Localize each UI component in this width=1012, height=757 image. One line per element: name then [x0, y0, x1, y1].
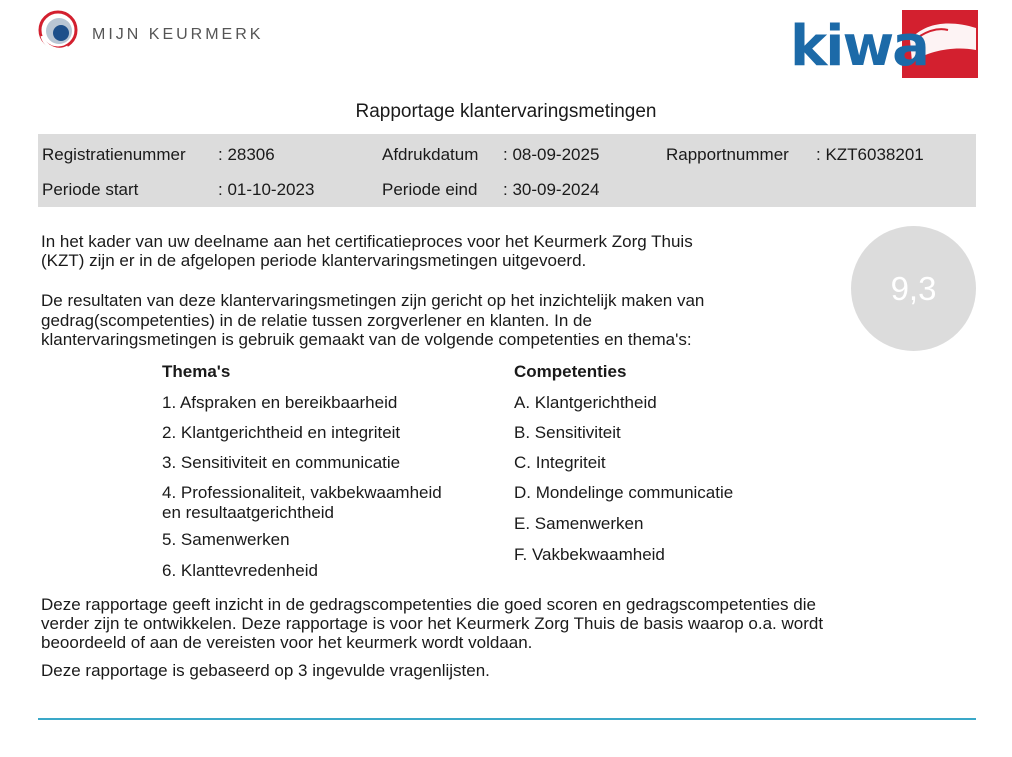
- closing-line-1: Deze rapportage geeft inzicht in de gedragscompetenties die goed scoren en gedragscompetenties die: [41, 595, 816, 614]
- thema-item-continued: en resultaatgerichtheid: [162, 503, 335, 522]
- competentie-item: A. Klantgerichtheid: [514, 393, 657, 412]
- competentie-item: F. Vakbekwaamheid: [514, 545, 665, 564]
- closing-line-3: beoordeeld of aan de vereisten voor het keurmerk wordt voldaan.: [41, 633, 533, 652]
- intro-line-1: In het kader van uw deelname aan het certificatieproces voor het Keurmerk Zorg Thuis: [41, 232, 693, 251]
- thema-item: 4. Professionaliteit, vakbekwaamheid: [162, 483, 442, 502]
- mijn-keurmerk-logo-icon: [38, 10, 78, 50]
- competentie-item: C. Integriteit: [514, 453, 606, 472]
- periode-start-value: : 01-10-2023: [218, 180, 315, 199]
- brand-text: MIJN KEURMERK: [92, 26, 264, 43]
- afdrukdatum-value: : 08-09-2025: [503, 145, 600, 164]
- thema-item: 6. Klanttevredenheid: [162, 561, 318, 580]
- registratienummer-value: : 28306: [218, 145, 275, 164]
- periode-eind-value: : 30-09-2024: [503, 180, 600, 199]
- closing-line-2: verder zijn te ontwikkelen. Deze rapportage is voor het Keurmerk Zorg Thuis de basis waarop o.a. wordt: [41, 614, 824, 633]
- registratienummer-label: Registratienummer: [42, 145, 186, 164]
- competenties-header: Competenties: [514, 362, 627, 381]
- periode-start-label: Periode start: [42, 180, 139, 199]
- page-title: Rapportage klantervaringsmetingen: [355, 101, 657, 122]
- score-value: 9,3: [890, 270, 937, 307]
- thema-item: 5. Samenwerken: [162, 530, 290, 549]
- intro-line-2: (KZT) zijn er in de afgelopen periode klantervaringsmetingen uitgevoerd.: [41, 251, 587, 270]
- competentie-item: D. Mondelinge communicatie: [514, 483, 734, 502]
- thema-item: 2. Klantgerichtheid en integriteit: [162, 423, 401, 442]
- kiwa-logo-text: kiwa: [790, 14, 928, 78]
- thema-item: 1. Afspraken en bereikbaarheid: [162, 393, 398, 412]
- results-line-1: De resultaten van deze klantervaringsmetingen zijn gericht op het inzichtelijk maken van: [41, 291, 705, 310]
- footer-divider: [38, 718, 976, 720]
- competentie-item: E. Samenwerken: [514, 514, 644, 533]
- results-line-2: gedrag(scompetenties) in de relatie tussen zorgverlener en klanten. In de: [41, 311, 592, 330]
- kiwa-logo: [790, 10, 978, 78]
- themas-header: Thema's: [162, 362, 231, 381]
- rapportnummer-value: : KZT6038201: [816, 145, 924, 164]
- competentie-item: B. Sensitiviteit: [514, 423, 621, 442]
- afdrukdatum-label: Afdrukdatum: [382, 145, 479, 164]
- thema-item: 3. Sensitiviteit en communicatie: [162, 453, 401, 472]
- basis-line: Deze rapportage is gebaseerd op 3 ingevulde vragenlijsten.: [41, 661, 490, 680]
- results-line-3: klantervaringsmetingen is gebruik gemaakt van de volgende competenties en thema's:: [41, 330, 692, 349]
- rapportnummer-label: Rapportnummer: [666, 145, 789, 164]
- periode-eind-label: Periode eind: [382, 180, 478, 199]
